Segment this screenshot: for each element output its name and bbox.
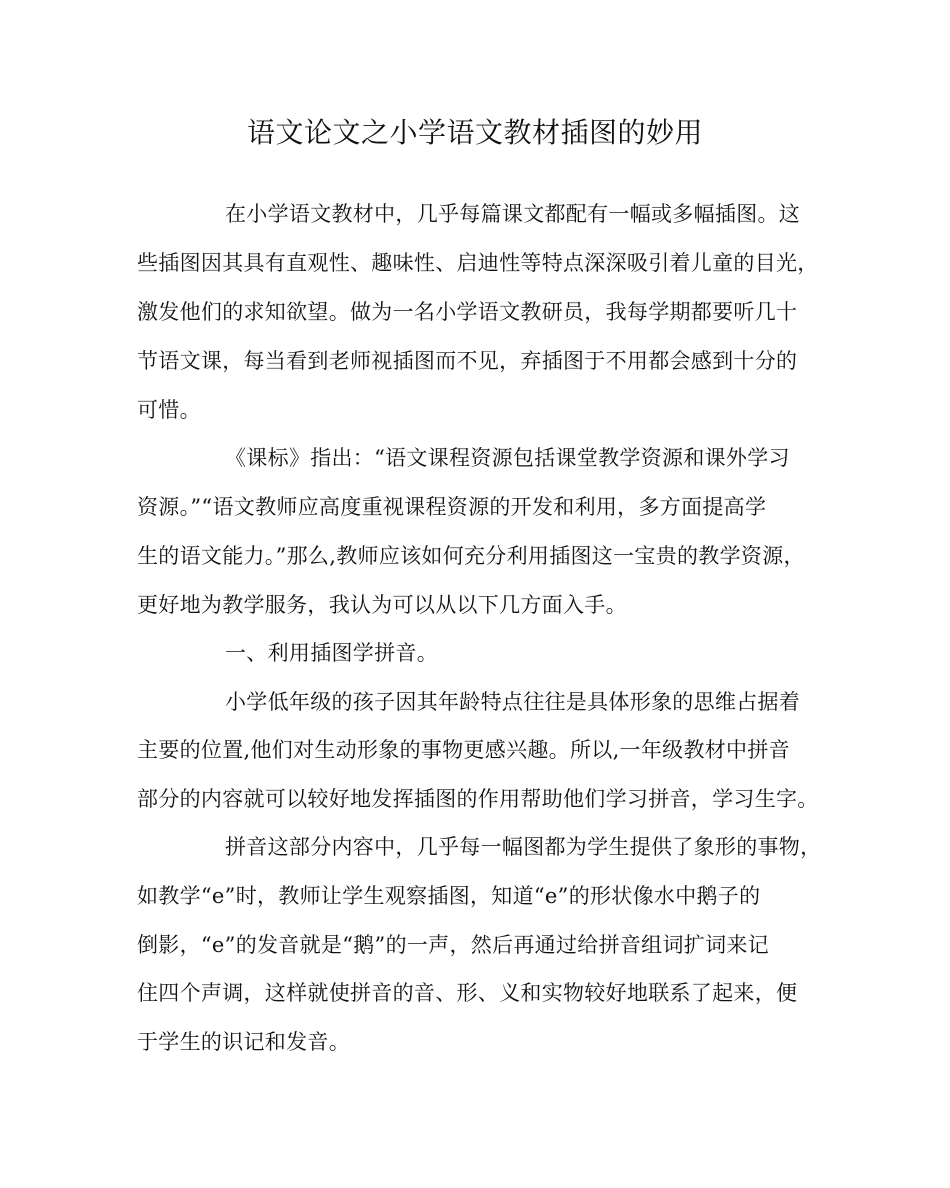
paragraph-4-line-1: 小学低年级的孩子因其年龄特点往往是具体形象的思维占据着 (225, 690, 801, 714)
paragraph-2-line-3: 生的语文能力。”那么,教师应该如何充分利用插图这一宝贵的教学资源， (137, 544, 805, 568)
document-title: 语文论文之小学语文教材插图的妙用 (246, 116, 703, 149)
paragraph-1-line-2: 些插图因其具有直观性、趣味性、启迪性等特点深深吸引着儿童的目光， (137, 251, 819, 275)
paragraph-4-line-3: 部分的内容就可以较好地发挥插图的作用帮助他们学习拼音，学习生字。 (137, 787, 819, 811)
paragraph-5-line-5: 于学生的识记和发音。 (137, 1030, 350, 1054)
paragraph-1-line-5: 可惜。 (137, 398, 201, 422)
section-heading: 一、利用插图学拼音。 (225, 641, 438, 665)
paragraph-5-line-4: 住四个声调，这样就使拼音的音、形、义和实物较好地联系了起来，便 (137, 981, 798, 1005)
paragraph-5-line-1: 拼音这部分内容中，几乎每一幅图都为学生提供了象形的事物， (225, 835, 822, 859)
paragraph-4-line-2: 主要的位置,他们对生动形象的事物更感兴趣。所以,一年级教材中拼音 (137, 738, 790, 762)
paragraph-1-line-4: 节语文课，每当看到老师视插图而不见，弃插图于不用都会感到十分的 (137, 349, 798, 373)
paragraph-1-line-1: 在小学语文教材中，几乎每篇课文都配有一幅或多幅插图。这 (225, 202, 801, 226)
paragraph-1-line-3: 激发他们的求知欲望。做为一名小学语文教研员，我每学期都要听几十 (137, 300, 798, 324)
paragraph-2-line-1: 《课标》指出：“语文课程资源包括课堂教学资源和课外学习 (225, 446, 790, 470)
paragraph-2-line-2: 资源。”“语文教师应高度重视课程资源的开发和利用，多方面提高学 (137, 495, 767, 519)
paragraph-5-line-2: 如教学“e”时，教师让学生观察插图，知道“e”的形状像水中鹅子的 (137, 884, 761, 908)
paragraph-5-line-3: 倒影，“e”的发音就是“鹅”的一声，然后再通过给拼音组词扩词来记 (137, 933, 769, 957)
paragraph-2-line-4: 更好地为教学服务，我认为可以从以下几方面入手。 (137, 593, 627, 617)
